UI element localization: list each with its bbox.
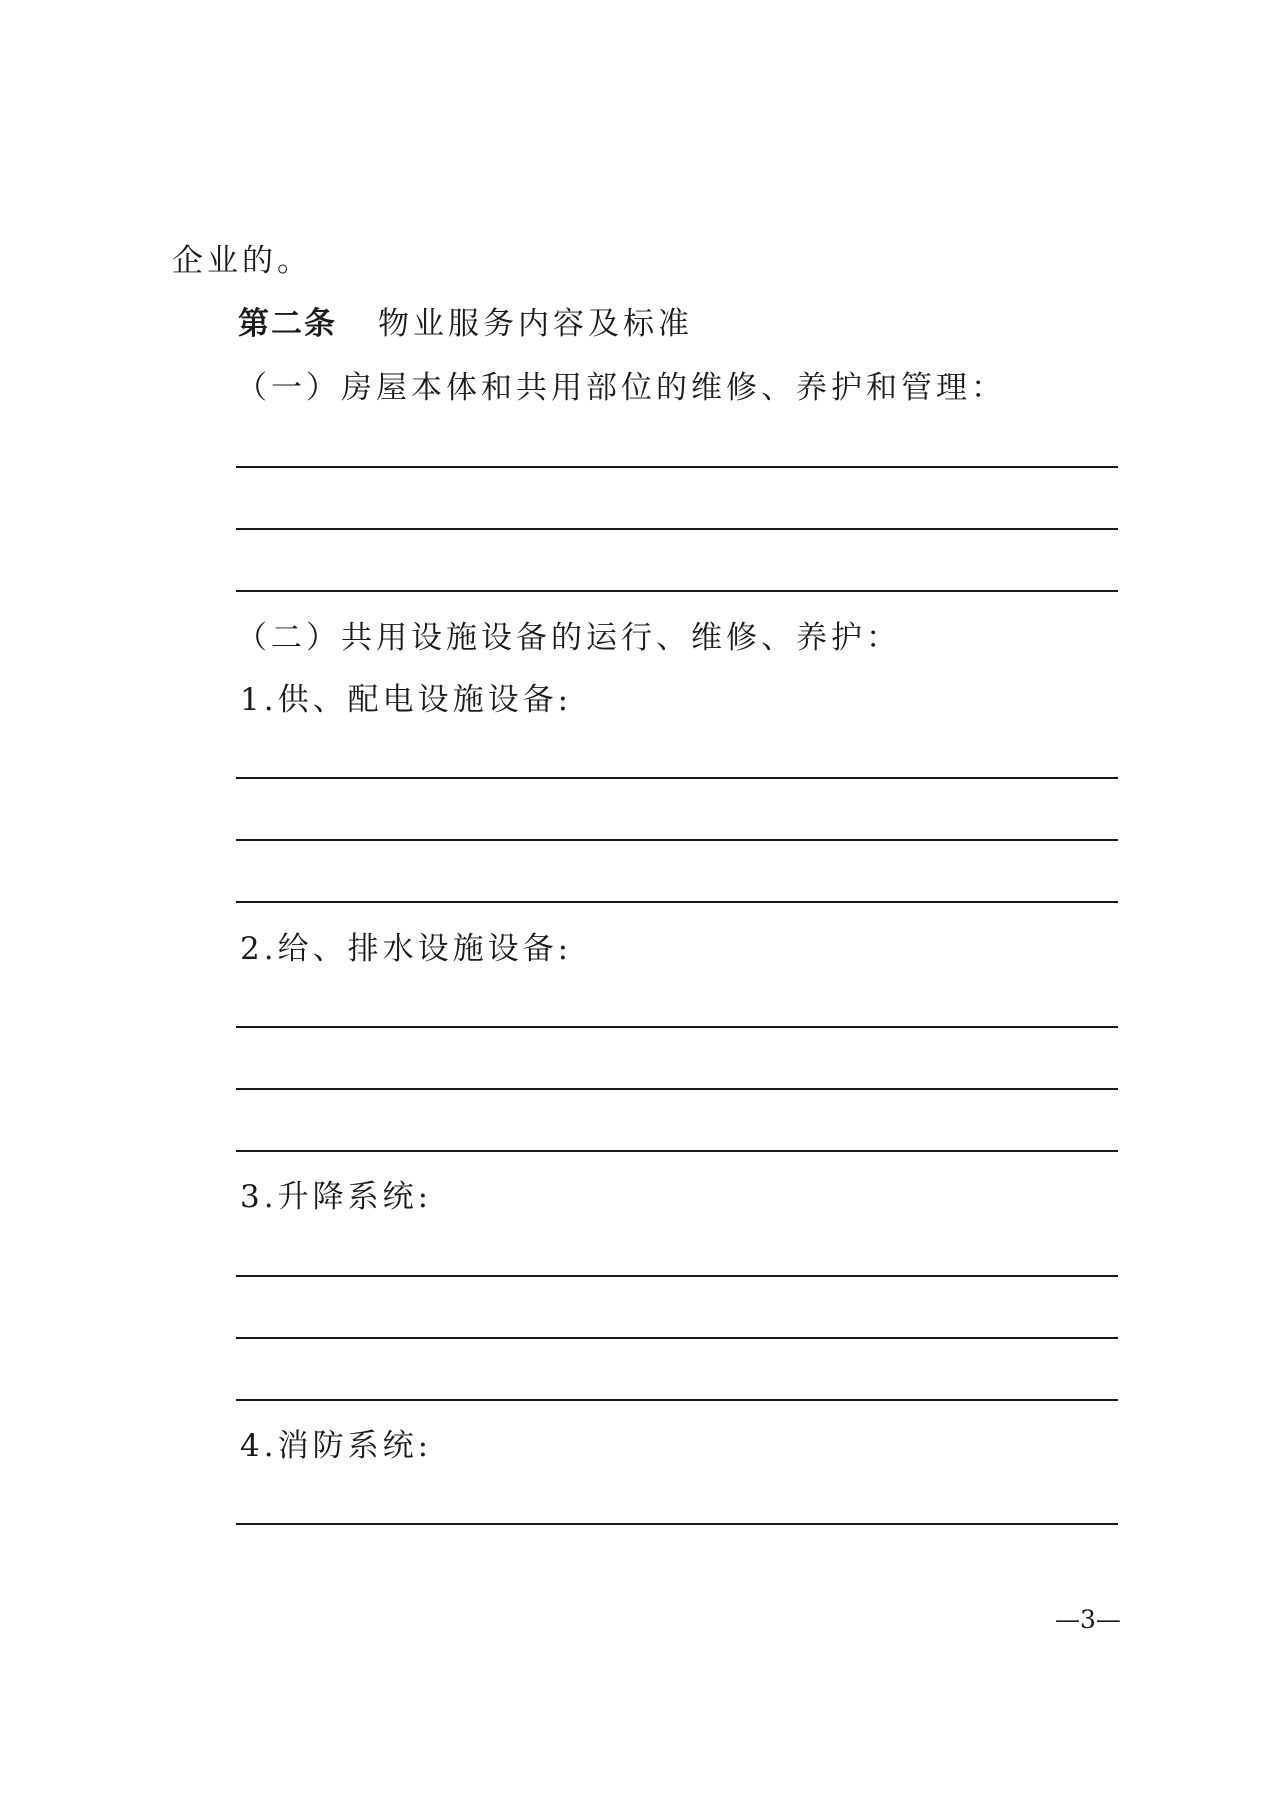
- item-1-heading: 1.供、配电设施设备:: [240, 682, 573, 718]
- item-4-heading: 4.消防系统:: [240, 1428, 433, 1464]
- fill-in-line: [236, 1150, 1118, 1152]
- item-2-heading: 2.给、排水设施设备:: [240, 931, 573, 967]
- article-title: 物业服务内容及标准: [378, 306, 693, 342]
- fill-in-line: [236, 777, 1118, 779]
- page-number: —3—: [1055, 1605, 1121, 1634]
- continuation-text: 企业的。: [172, 243, 312, 279]
- fill-in-line: [236, 528, 1118, 530]
- fill-in-line: [236, 466, 1118, 468]
- fill-in-line: [236, 1523, 1118, 1525]
- fill-in-line: [236, 1337, 1118, 1339]
- fill-in-line: [236, 1399, 1118, 1401]
- fill-in-line: [236, 839, 1118, 841]
- fill-in-line: [236, 1088, 1118, 1090]
- item-3-heading: 3.升降系统:: [240, 1179, 433, 1215]
- section-2-heading: （二）共用设施设备的运行、维修、养护：: [236, 620, 901, 656]
- section-1-heading: （一）房屋本体和共用部位的维修、养护和管理：: [236, 370, 1006, 406]
- fill-in-line: [236, 1026, 1118, 1028]
- fill-in-line: [236, 901, 1118, 903]
- article-label: 第二条: [238, 306, 337, 342]
- fill-in-line: [236, 1275, 1118, 1277]
- fill-in-line: [236, 590, 1118, 592]
